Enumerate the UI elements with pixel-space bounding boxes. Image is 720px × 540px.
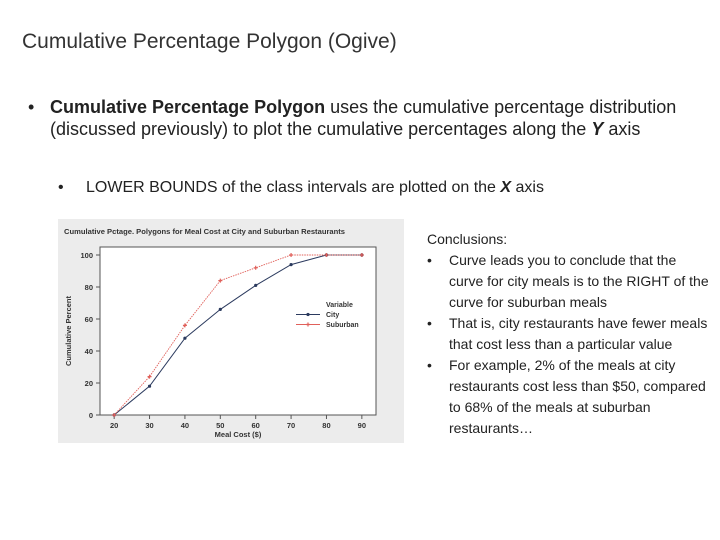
data-point-city bbox=[183, 337, 186, 340]
data-point-city bbox=[219, 308, 222, 311]
bullet-text bbox=[28, 96, 698, 140]
y-axis-label: Cumulative Percent bbox=[64, 295, 73, 367]
data-point-city bbox=[254, 284, 257, 287]
legend-label-suburban: Suburban bbox=[326, 322, 359, 329]
bullet-text-part: uses the cumulative percentage distribution (discussed previously) to plot the cumulative percentages along the bbox=[50, 97, 677, 139]
legend-marker-city bbox=[306, 313, 309, 316]
slide-title: Cumulative Percentage Polygon (Ogive) bbox=[22, 30, 397, 53]
conclusion-text: That is, city restaurants have fewer meals that cost less than a particular value bbox=[449, 315, 708, 352]
bullet-bold-term: Cumulative Percentage Polygon bbox=[50, 97, 326, 117]
x-tick-label: 20 bbox=[109, 421, 119, 430]
bullet-text-part: LOWER BOUNDS of the class intervals are plotted on the bbox=[86, 179, 501, 196]
conclusions-heading: Conclusions: bbox=[427, 231, 508, 247]
conclusions-list bbox=[427, 250, 712, 439]
bullet-axis-letter: Y bbox=[591, 119, 604, 139]
conclusion-item bbox=[427, 355, 712, 439]
x-tick-label: 40 bbox=[180, 421, 190, 430]
bullet-text-part: axis bbox=[511, 179, 544, 196]
legend-label-city: City bbox=[326, 312, 340, 319]
chart-title: Cumulative Pctage. Polygons for Meal Cost at City and Suburban Restaurants bbox=[64, 227, 346, 236]
y-tick-label: 40 bbox=[84, 347, 93, 356]
bullet-axis-letter: X bbox=[500, 179, 512, 196]
bullet-lower-bounds bbox=[58, 178, 708, 198]
y-tick-label: 0 bbox=[88, 411, 93, 420]
legend-title: Variable bbox=[326, 302, 353, 309]
conclusion-item bbox=[427, 313, 712, 355]
x-tick-label: 50 bbox=[216, 421, 225, 430]
conclusion-item bbox=[427, 250, 712, 313]
bullet-glyph: • bbox=[427, 315, 432, 331]
x-tick-label: 80 bbox=[322, 421, 331, 430]
y-tick-label: 60 bbox=[84, 315, 93, 324]
y-tick-label: 100 bbox=[80, 251, 93, 260]
x-tick-label: 70 bbox=[286, 421, 296, 430]
y-tick-label: 80 bbox=[84, 283, 93, 292]
conclusions-panel bbox=[427, 229, 712, 439]
data-point-city bbox=[148, 385, 151, 388]
y-tick-label: 20 bbox=[84, 379, 93, 388]
x-tick-label: 90 bbox=[357, 421, 367, 430]
bullet-ogive-definition bbox=[28, 96, 698, 140]
x-tick-label: 30 bbox=[145, 421, 154, 430]
ogive-chart bbox=[58, 219, 404, 443]
x-axis-label: Meal Cost ($) bbox=[214, 430, 262, 439]
data-point-city bbox=[289, 263, 292, 266]
bullet-glyph: • bbox=[28, 97, 35, 117]
plot-area bbox=[100, 247, 376, 415]
chart-svg bbox=[58, 219, 404, 443]
bullet-glyph: • bbox=[427, 252, 432, 268]
bullet-text bbox=[58, 178, 708, 198]
conclusion-text: Curve leads you to conclude that the curve for city meals is to the RIGHT of the curve for suburban meals bbox=[449, 252, 709, 310]
bullet-glyph: • bbox=[58, 179, 64, 196]
bullet-text-part: axis bbox=[603, 119, 641, 139]
bullet-glyph: • bbox=[427, 357, 432, 373]
x-tick-label: 60 bbox=[251, 421, 260, 430]
conclusion-text: For example, 2% of the meals at city restaurants cost less than $50, compared to 68% of the meals at suburban restaurants… bbox=[449, 357, 706, 436]
